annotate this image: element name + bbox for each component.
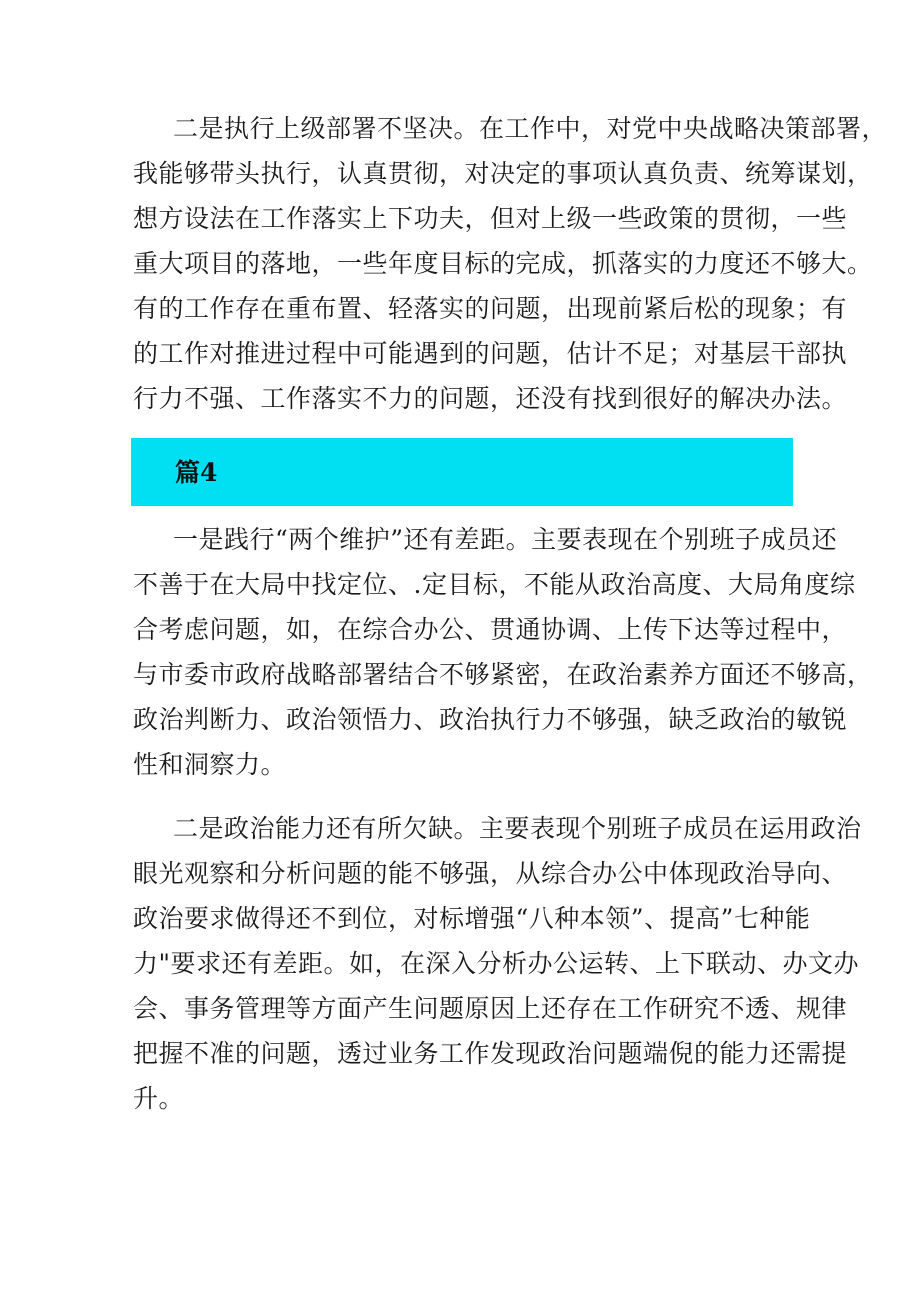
text-line: 政治判断力、政治领悟力、政治执行力不够强，缺乏政治的敏锐 — [133, 705, 848, 734]
text-line: 合考虑问题，如，在综合办公、贯通协调、上传下达等过程中， — [133, 615, 848, 644]
text-line: 升。 — [133, 1084, 185, 1113]
text-line: 性和洞察力。 — [133, 750, 287, 779]
text-line: 有的工作存在重布置、轻落实的问题，出现前紧后松的现象；有 — [133, 294, 848, 323]
text-line: 我能够带头执行，认真贯彻，对决定的事项认真负责、统筹谋划， — [133, 159, 873, 188]
text-line: 重大项目的落地，一些年度目标的完成，抓落实的力度还不够大。 — [133, 249, 873, 278]
text-line: 眼光观察和分析问题的能不够强，从综合办公中体现政治导向、 — [133, 859, 848, 888]
section-title: 篇4 — [175, 458, 218, 487]
text-line: 二是政治能力还有所欠缺。主要表现个别班子成员在运用政治 — [173, 814, 862, 843]
text-line: 会、事务管理等方面产生问题原因上还存在工作研究不透、规律 — [133, 994, 848, 1023]
text-line: 二是执行上级部署不坚决。在工作中，对党中央战略决策部署， — [173, 114, 888, 143]
text-line: 与市委市政府战略部署结合不够紧密，在政治素养方面还不够高， — [133, 660, 873, 689]
text-line: 政治要求做得还不到位，对标增强“八种本领”、提高”七种能 — [133, 904, 811, 933]
text-line: 力"要求还有差距。如，在深入分析办公运转、上下联动、办文办 — [133, 949, 860, 978]
text-line: 想方设法在工作落实上下功夫，但对上级一些政策的贯彻，一些 — [133, 204, 848, 233]
section-header-bar — [131, 438, 793, 506]
text-line: 不善于在大局中找定位、.定目标，不能从政治高度、大局角度综 — [133, 570, 856, 599]
text-line: 行力不强、工作落实不力的问题，还没有找到很好的解决办法。 — [133, 384, 848, 413]
text-line: 一是践行“两个维护”还有差距。主要表现在个别班子成员还 — [173, 525, 838, 554]
text-line: 的工作对推进过程中可能遇到的问题，估计不足；对基层干部执 — [133, 339, 848, 368]
text-line: 把握不准的问题，透过业务工作发现政治问题端倪的能力还需提 — [133, 1039, 848, 1068]
